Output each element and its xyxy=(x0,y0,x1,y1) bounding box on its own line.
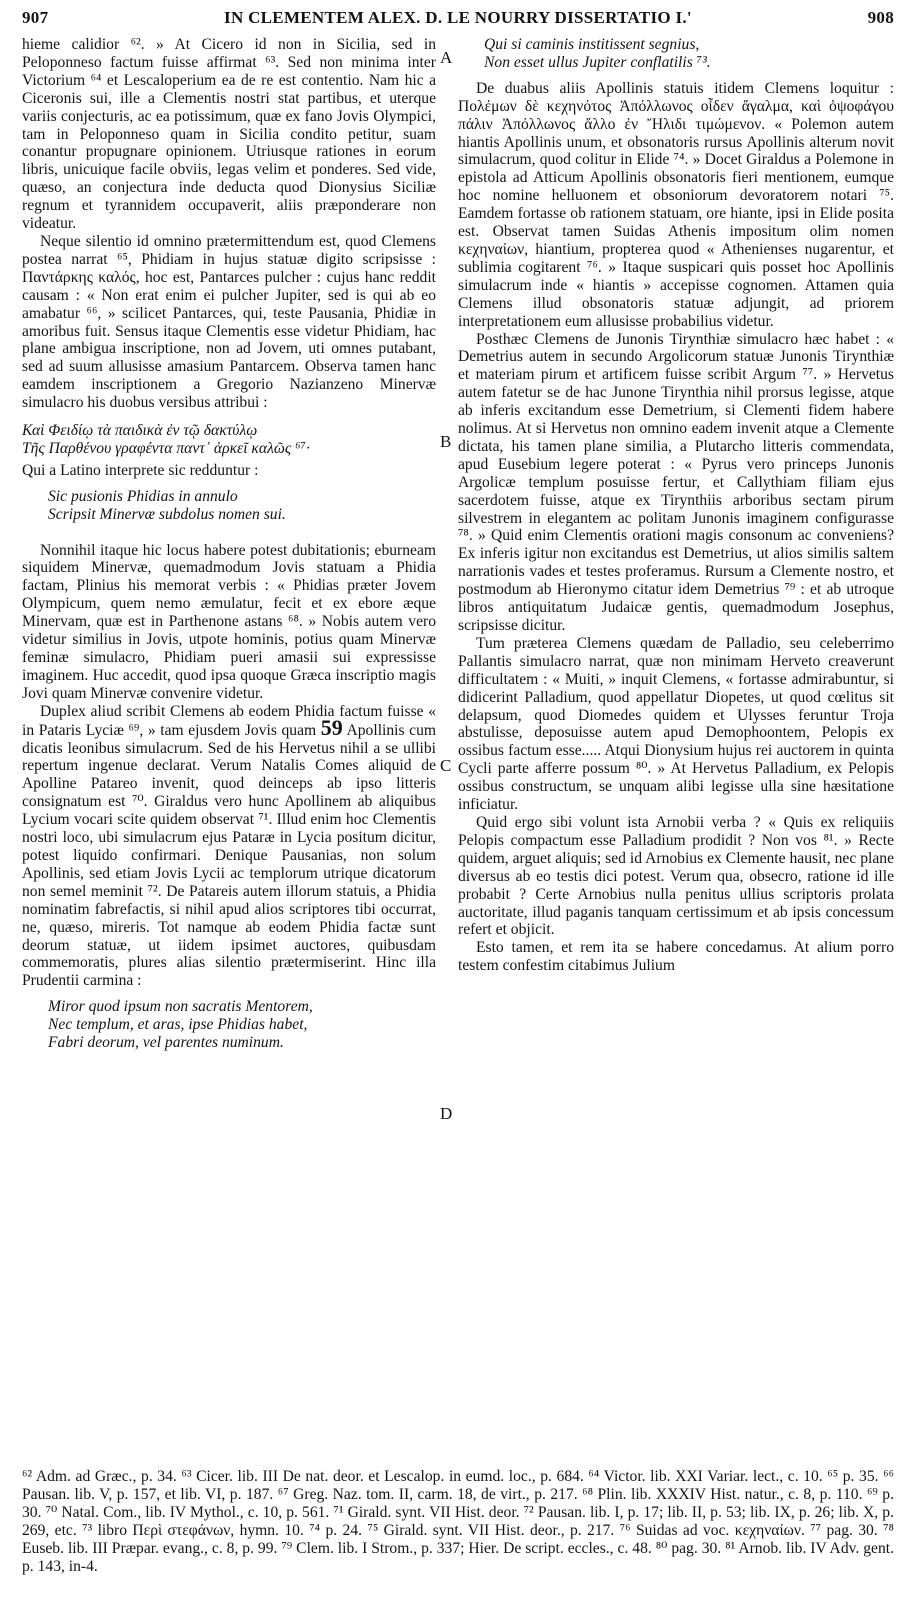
latin-verse xyxy=(484,36,894,72)
greek-verse xyxy=(22,422,436,458)
paragraph: Posthæc Clemens de Junonis Tirynthiæ simulacro hæc habet : « Demetrius autem in secundo Argolicorum statuæ Junonis Tirynthiæ et materiam pirum et artificem fuisse scribit Argum ⁷⁷. » Hervetus autem fatetur se de hac Junone Tirynthia nihil prorsus legisse, atque ab inferis excitandum esse Demetrium, si Clementi fidem habere nolimus. At si Hervetus non omnino eadem invenit atque a Clemente dictata, his tamen plane similia, a Plutarcho litteris commendata, apud Eusebium legere poterat : « Pyrus vero princeps Junonis Argolicæ templum posuisse fertur, et Callythiam filiam ejus sacerdotem fuisse, atque ex Tirynthiis arboribus sectam pirum silvestrem in elegantem ac politam Junonis imaginem configurasse ⁷⁸. » Quid enim Clementis orationi magis consonum ac conveniens? Ex inferis igitur non excitandus est Demetrius, ut alios similis saltem narrationis vades et testes proferamus. Rursum a Clemente nostro, et postmodum ab Hieronymo citatur idem Demetrius ⁷⁹ : et ab utroque libros antiquitatum Judaicæ gentis, quemadmodum Josephus, scripsisse dicitur. xyxy=(458,330,894,634)
paragraph: hieme calidior ⁶². » At Cicero id non in Sicilia, sed in Peloponneso factum fuisse affirmat ⁶³. Sed non minima inter Victorium ⁶⁴ et Lescaloperium ea de re est contentio. Nam hic a Ciceronis sui, ille a Clementis nostri stat partibus, et uterque variis conjecturis, ac ea potissimum, quæ ex fano Jovis Olympici, tam in Peloponneso quam in Sicilia condito petitur, suam conantur propugnare opinionem. Utriusque rationes in eorum libris, unicuique facile obviis, legas velim et ponderes. Sed vide, quæso, an conjectura inde deducta quod Dionysius Siciliæ regnum et tyrannidem occupaverit, aliis præponderare non videatur. xyxy=(22,36,436,233)
latin-verse xyxy=(48,998,436,1052)
footnotes: ⁶² Adm. ad Græc., p. 34. ⁶³ Cicer. lib. III De nat. deor. et Lescalop. in eumd. loc., p. 684. ⁶⁴ Victor. lib. XXI Variar. lect., c. 10. ⁶⁵ p. 35. ⁶⁶ Pausan. lib. V, p. 157, et lib. VI, p. 187. ⁶⁷ Greg. Naz. tom. II, carm. 18, de virt., p. 217. ⁶⁸ Plin. lib. XXXIV Hist. natur., c. 8, p. 110. ⁶⁹ p. 30. ⁷⁰ Natal. Com., lib. IV Mythol., c. 10, p. 561. ⁷¹ Girald. synt. VII Hist. deor. ⁷² Pausan. lib. I, p. 17; lib. II, p. 53; lib. IX, p. 26; lib. X, p. 269, etc. ⁷³ libro Περὶ στεφάνων, hymn. 10. ⁷⁴ p. 24. ⁷⁵ Girald. synt. VII Hist. deor., p. 217. ⁷⁶ Suidas ad voc. κεχηναίων. ⁷⁷ pag. 30. ⁷⁸ Euseb. lib. III Præpar. evang., c. 8, p. 99. ⁷⁹ Clem. lib. I Strom., p. 337; Hier. De script. eccles., c. 48. ⁸⁰ pag. 30. ⁸¹ Arnob. lib. IV Adv. gent. p. 143, in-4. xyxy=(22,1468,894,1575)
paragraph: Qui a Latino interprete sic redduntur : xyxy=(22,461,259,479)
right-column xyxy=(458,36,894,975)
verse-line: Miror quod ipsum non sacratis Mentorem, xyxy=(48,998,313,1016)
paragraph: De duabus aliis Apollinis statuis itidem Clemens loquitur : Πολέμων δὲ κεχηνότος Ἀπόλλωνος οἶδεν ἄγαλμα, καὶ ὀψοφάγου πάλιν Ἀπόλλωνος ἄλλο ἐν Ἤλιδι τιμώμενον. « Polemon autem hiantis Apollinis unum, et obsonatoris rursus Apollinis alterum novit simulacrum, quod colitur in Elide ⁷⁴. » Docet Giraldus a Polemone in epistola ad Atticum Apollinis obsonatoris fieri mentionem, eumque hoc nomine helluonem et obsoniorum devoratorem notari ⁷⁵. Eamdem fortasse ob rationem statuam, ore hiante, ipsi in Elide posita est. Observat tamen Suidas Athenis impositum olim nomen κεχηναίων, hiantium, propterea quod « Athenienses nugarentur, et sublimia cogitarent ⁷⁶. » Itaque suspicari quis posset hoc Apollinis simulacrum inde « hiantis » accepisse cognomen. Attamen quia Clemens illud obsonatoris statuæ adjungit, ad priorem interpretationem eum allusisse probabilius videtur. xyxy=(458,79,894,330)
verse-line: Non esset ullus Jupiter conflatilis ⁷³. xyxy=(484,53,711,71)
margin-mark-a: A xyxy=(440,48,453,67)
paragraph: Esto tamen, et rem ita se habere concedamus. At alium porro testem confestim citabimus Julium xyxy=(458,939,894,975)
paragraph: Quid ergo sibi volunt ista Arnobii verba ? « Quis ex reliquiis Pelopis compactum esse Palladium prodidit ? Non vos ⁸¹. » Recte quidem, arguet aliquis; sed id Arnobius ex Clemente hausit, nec plane diversus ab eo testis dici potest. Verum qua, obsecro, ratione id ille probabit ? Certe Arnobius nulla penitus ullius scriptoris prolata auctoritate, illud paganis tanquam certissimum et ab ipsis concessum refert et objicit. xyxy=(458,813,894,939)
latin-verse xyxy=(48,488,436,524)
column-number: 59 xyxy=(320,714,343,740)
verse-line: Καὶ Φειδίῳ τὰ παιδικὰ ἐν τῷ δακτύλῳ xyxy=(22,422,258,440)
margin-mark-c: C xyxy=(440,756,452,775)
margin-mark-d: D xyxy=(440,1104,453,1123)
left-column xyxy=(22,36,436,1060)
paragraph xyxy=(22,703,436,991)
margin-mark-b: B xyxy=(440,432,452,451)
verse-line: Qui si caminis institissent segnius, xyxy=(484,36,700,53)
verse-line: Nec templum, et aras, ipse Phidias habet, xyxy=(48,1016,308,1034)
verse-line: Sic pusionis Phidias in annulo xyxy=(48,487,238,505)
paragraph: Tum præterea Clemens quædam de Palladio, seu celeberrimo Pallantis simulacro narrat, quæ non minimam Herveto creaverunt difficultatem : « Muiti, » inquit Clemens, « fortasse admirabuntur, si didicerint Palladium, quod appellatur Diopetes, ut quod cœlitus sit delapsum, quod Diomedes quidem et Ulysses feruntur Troja abstulisse, deposuisse autem apud Demophoontem, Pelopis ex ossibus factum esse..... Atqui Dionysium hujus rei auctorem in quinta Cycli parte afferre possum ⁸⁰. » At Hervetus Palladium, ex Pelopis ossibus constructum, se unquam alibi legisse ulla sine hæsitatione inficiatur. xyxy=(458,634,894,814)
verse-line: Fabri deorum, vel parentes numinum. xyxy=(48,1034,284,1052)
paragraph-text: Apollinis cum dicatis leonibus simulacrum. Sed de his Hervetus nihil a se ullibi repertum ingenue declarat. Verum Natalis Comes aliquid de Apolline Patareo invenit, quod deinceps ab ipso litteris consignatum est ⁷⁰. Giraldus vero hunc Apollinem ab aliquibus Lycium vocari scite quidem observat ⁷¹. Illud enim hoc Clementis nostri loco, ubi simulacrum ejus Pataræ in Lycia positum dicitur, potest liquido confirmari. Denique Pausanias, non solum Apollinis, sed etiam Jovis Lycii ac templorum utrique dicatorum non semel meminit ⁷². De Patareis autem illorum statuis, a Phidia nominatim fabrefactis, si nihil apud alios scriptores tibi occurrat, ne, quæso, mireris. Tot namque ab eodem Phidia factæ sunt deorum statuæ, ut iidem ipsimet auctores, quibusdam commemoratis, plures alias silentio prætermiserint. Hinc illa Prudentii carmina : xyxy=(22,721,437,990)
page-header xyxy=(22,8,894,32)
paragraph: Neque silentio id omnino prætermittendum est, quod Clemens postea narrat ⁶⁵, Phidiam in hujus statuæ digito scripsisse : Παντάρκης καλός, hoc est, Pantarces pulcher : cujus hanc reddit causam : « Non erat enim ei pulcher Jupiter, sed is qui ab eo amabatur ⁶⁶, » scilicet Pantarces, qui, teste Pausania, Phidiæ in amoribus fuit. Sensus itaque Clementis esse videtur Phidiam, hac plane ambigua inscriptione, non ad Jovem, uti omnes putabant, sed ad suum allusisse amasium Pantarcem. Observa tamen hanc eamdem inscriptionem a Gregorio Nazianzeno Minervæ simulacro his duobus versibus attribui : xyxy=(22,232,436,412)
paragraph-text: Duplex aliud scribit Clemens ab eodem Phidia factum fuisse « in Pataris Lyciæ ⁶⁹, » tam ejusdem Jovis quam xyxy=(22,702,436,739)
paragraph: Nonnihil itaque hic locus habere potest dubitationis; eburneam siquidem Minervæ, quemadmodum Jovis statuam a Phidia factam, Plinius his memorat verbis : « Phidias præter Jovem Olympicum, quem nemo æmulatur, fecit et ex ebore æque Minervam, quæ est in Parthenone astans ⁶⁸. » Nobis autem vero videtur similius in Jovis, utpote hominis, potius quam Minervæ feminæ simulacro, Phidiam pueri amasii sui expressisse imaginem. Huc accedit, quod ipsa quoque Græca inscriptio magis Jovi quam Minervæ convenire videtur. xyxy=(22,541,436,702)
left-page-number: 907 xyxy=(22,8,49,27)
verse-line: Τῆς Παρθένου γραφέντα παντ᾽ ἀρκεῖ καλῶς ⁶⁷· xyxy=(22,439,310,457)
right-page-number: 908 xyxy=(867,8,894,27)
verse-line: Scripsit Minervæ subdolus nomen sui. xyxy=(48,505,286,523)
running-title: IN CLEMENTEM ALEX. D. LE NOURRY DISSERTATIO I.' xyxy=(224,8,692,27)
